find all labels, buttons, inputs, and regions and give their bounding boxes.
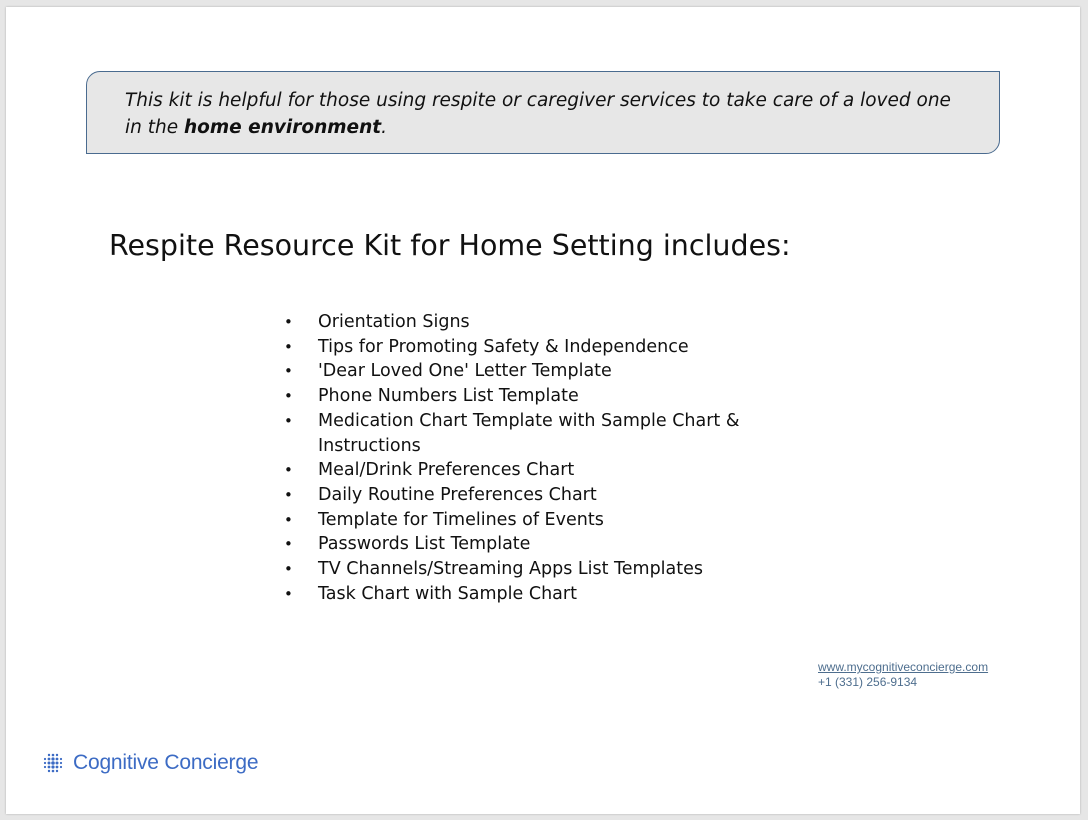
bullet-glyph: •	[284, 560, 293, 579]
list-item-label: Phone Numbers List Template	[318, 386, 579, 407]
list-item	[284, 310, 754, 335]
phone-number: +1 (331) 256-9134	[818, 675, 918, 689]
bullet-glyph: •	[284, 411, 293, 430]
list-item-label: Medication Chart Template with Sample Chart & Instructions	[318, 410, 740, 456]
bullet-glyph: •	[284, 362, 293, 381]
list-item-label: Template for Timelines of Events	[318, 509, 604, 530]
list-item	[284, 359, 754, 384]
bullet-glyph: •	[284, 313, 293, 331]
list-item-label: Passwords List Template	[318, 534, 531, 555]
list-item	[284, 335, 754, 360]
callout-text: This kit is helpful for those using respite or caregiver services to take care of a loved one in the	[125, 90, 951, 138]
page-title: Respite Resource Kit for Home Setting includes:	[109, 229, 791, 262]
list-item-label: 'Dear Loved One' Letter Template	[318, 361, 612, 382]
callout-text-end: .	[381, 117, 387, 138]
list-item	[284, 557, 754, 582]
list-item-label: TV Channels/Streaming Apps List Templates	[318, 559, 704, 580]
bullet-glyph: •	[284, 535, 293, 554]
logo-text: Cognitive Concierge	[73, 751, 259, 774]
list-item	[284, 532, 754, 557]
dot-grid-icon	[42, 752, 64, 774]
list-item	[284, 508, 754, 533]
callout-emphasis: home environment	[184, 117, 382, 138]
list-item	[284, 409, 754, 458]
company-logo	[42, 751, 258, 775]
list-item	[284, 384, 754, 409]
bullet-glyph: •	[284, 485, 293, 504]
bullet-glyph: •	[284, 584, 293, 603]
contact-info	[818, 660, 988, 690]
list-item	[284, 582, 754, 607]
document-page	[6, 7, 1080, 814]
list-item-label: Daily Routine Preferences Chart	[318, 484, 597, 505]
kit-contents-list	[284, 310, 754, 606]
intro-callout	[86, 71, 1000, 154]
bullet-glyph: •	[284, 387, 293, 406]
list-item-label: Task Chart with Sample Chart	[318, 583, 577, 604]
list-item	[284, 458, 754, 483]
bullet-glyph: •	[284, 510, 293, 529]
list-item-label: Orientation Signs	[318, 312, 470, 332]
website-link[interactable]: www.mycognitiveconcierge.com	[818, 660, 989, 674]
list-item-label: Tips for Promoting Safety & Independence	[318, 336, 689, 357]
list-item	[284, 483, 754, 508]
bullet-glyph: •	[284, 337, 293, 356]
bullet-glyph: •	[284, 461, 293, 480]
list-item-label: Meal/Drink Preferences Chart	[318, 460, 575, 481]
